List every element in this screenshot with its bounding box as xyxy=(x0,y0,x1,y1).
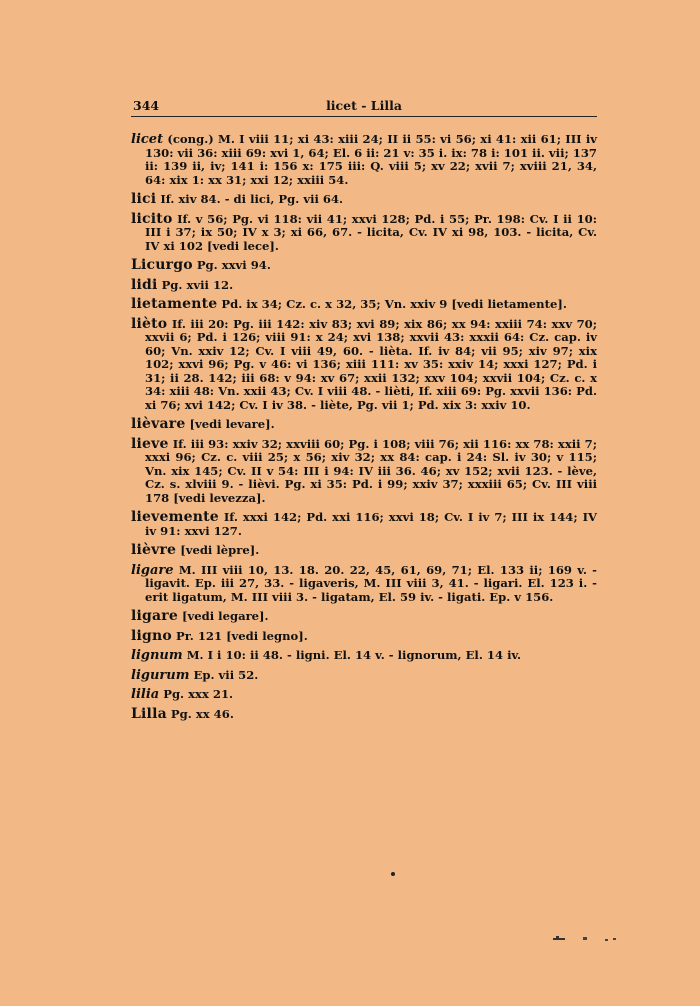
entry-lici xyxy=(131,193,597,207)
entry-ligare xyxy=(131,610,597,624)
dictionary-page xyxy=(131,96,597,722)
entry-text: M. III viii 10, 13. 18. 20. 22, 45, 61, 69, 71; El. 133 ii; 169 v. - ligavit. Ep. iii 27, 33. - ligaveris, M. III viii 3, 41. - ligari. El. 123 i. - erit ligatum, M. III viii 3. - ligatam, El. 59 iv. - ligati. Ep. v 156. xyxy=(145,562,597,604)
entry-headword: lilia xyxy=(131,687,160,702)
entry-licet xyxy=(131,133,597,187)
entry-headword: lignum xyxy=(131,648,183,663)
entry-headword: lièvare xyxy=(131,416,186,432)
entry-licito xyxy=(131,210,597,254)
entry-headword: lievemente xyxy=(131,509,219,525)
entry-text: Pg. xxvi 94. xyxy=(196,258,271,272)
entries-list xyxy=(131,133,597,727)
entry-text: If. iii 20: Pg. iii 142: xiv 83; xvi 89; xix 86; xx 94: xxiii 74: xxv 70; xxvii 6; Pd. i 126; viii 91: x 24; xvi 138; xxvii 43: xxxii 64: Cz. cap. iv 60; Vn. xxiv 12; Cv. I viii 49, 60. - lièta. If. iv 84; vii 95; xiv 97; xix 102; xxvi 96; Pg. v 46: vi 136; xiii 111: xv 35: xxiv 14; xxxi 127; Pd. i 31; ii 28. 142; iii 68: v 94: xv 67; xxii 132; xxv 104; xxvii 104; Cz. c. x 34: xiii 48: Vn. xxii 43; Cv. I viii 48. - lièti, If. xiii 69: Pg. xxvii 136: Pd. xi 76; xvi 142; Cv. I iv 38. - liète, Pg. vii 1; Pd. xix 3: xxiv 10. xyxy=(145,316,597,412)
entry-headword: Lilla xyxy=(131,705,167,722)
entry-text: Pg. xvii 12. xyxy=(161,277,234,292)
entry-headword: licito xyxy=(131,210,173,227)
entry-lilia xyxy=(131,688,597,702)
entry-lievemente xyxy=(131,511,597,538)
entry-text: [vedi lèpre]. xyxy=(180,543,260,557)
entry-text: If. xxxi 142; Pd. xxi 116; xxvi 18; Cv. I iv 7; III ix 144; IV iv 91: xxvi 127. xyxy=(145,510,597,538)
entry-text: (cong.) M. I viii 11; xi 43: xiii 24; II ii 55: vi 56; xi 41: xii 61; III iv 130: vii 36: xiii 69: xvi 1, 64; El. 6 ii: 21 v: 35 i. ix: 78 i: 101 ii. vii; 137 ii: 139 ii, iv; 141 i: 156 x: 175 iii: Q. viii 5; xv 22; xvii 7; xviii 21, 34, 64: xix 1: xx 31; xxi 12; xxiii 54. xyxy=(145,132,597,187)
entry-lignum xyxy=(131,649,597,663)
entry-headword: lièto xyxy=(131,315,168,332)
entry-headword: ligare xyxy=(131,608,178,624)
entry-text: If. v 56; Pg. vi 118: vii 41; xxvi 128; Pd. i 55; Pr. 198: Cv. I ii 10: III i 37; ix 50; IV x 3; xi 66, 67. - licita, Cv. IV xi 98, 103. - licita, Cv. IV xi 102 [vedi lece]. xyxy=(145,211,597,253)
entry-text: [vedi levare]. xyxy=(189,417,275,431)
entry-headword: Licurgo xyxy=(131,257,193,273)
entry-lieto xyxy=(131,315,597,413)
entry-headword: lièvre xyxy=(131,542,177,558)
entry-headword: ligno xyxy=(131,627,172,644)
entry-text: Pg. xxx 21. xyxy=(163,687,234,701)
entry-headword: lidi xyxy=(131,276,158,293)
entry-text: If. iii 93: xxiv 32; xxviii 60; Pg. i 108; viii 76; xii 116: xx 78: xxii 7; xxxi 96; Cz. c. viii 25; x 56; xiv 32; xx 84: cap. i 24: Sl. iv 30; v 115; Vn. xix 145; Cv. II v 54: III i 94: IV iii 36. 46; xv 152; xvii 123. - lève, Cz. s. xlviii 9. - lièvi. Pg. xi 35: Pd. i 99; xxiv 37; xxxiii 65; Cv. III viii 178 [vedi levezza]. xyxy=(145,436,597,505)
entry-text: If. xiv 84. - di lici, Pg. vii 64. xyxy=(160,192,344,206)
entry-text: [vedi legare]. xyxy=(182,609,269,623)
entry-lieve xyxy=(131,435,597,506)
entry-headword: lici xyxy=(131,191,157,207)
entry-text: Pg. xx 46. xyxy=(170,706,234,721)
entry-licurgo xyxy=(131,259,597,273)
entry-lidi xyxy=(131,276,597,293)
entry-headword: lietamente xyxy=(131,296,218,312)
entry-ligare-latin xyxy=(131,564,597,605)
entry-lietamente xyxy=(131,298,597,312)
entry-ligurum xyxy=(131,669,597,683)
entry-text: Ep. vii 52. xyxy=(193,667,259,682)
ink-dot xyxy=(391,872,395,876)
page-header xyxy=(131,96,597,114)
entry-headword: ligurum xyxy=(131,667,190,683)
entry-headword: licet xyxy=(131,132,164,147)
running-title: licet - Lilla xyxy=(326,98,402,113)
entry-lievre xyxy=(131,544,597,558)
header-rule xyxy=(131,116,597,117)
print-smudge xyxy=(553,934,623,944)
entry-lievare xyxy=(131,418,597,432)
page-number: 344 xyxy=(133,98,160,113)
entry-ligno xyxy=(131,627,597,644)
entry-headword: lieve xyxy=(131,435,169,452)
entry-text: M. I i 10: ii 48. - ligni. El. 14 v. - lignorum, El. 14 iv. xyxy=(186,648,522,662)
entry-headword: ligare xyxy=(131,562,174,578)
entry-text: Pr. 121 [vedi legno]. xyxy=(176,628,308,643)
entry-text: Pd. ix 34; Cz. c. x 32, 35; Vn. xxiv 9 [vedi lietamente]. xyxy=(221,297,567,311)
entry-lilla xyxy=(131,705,597,722)
